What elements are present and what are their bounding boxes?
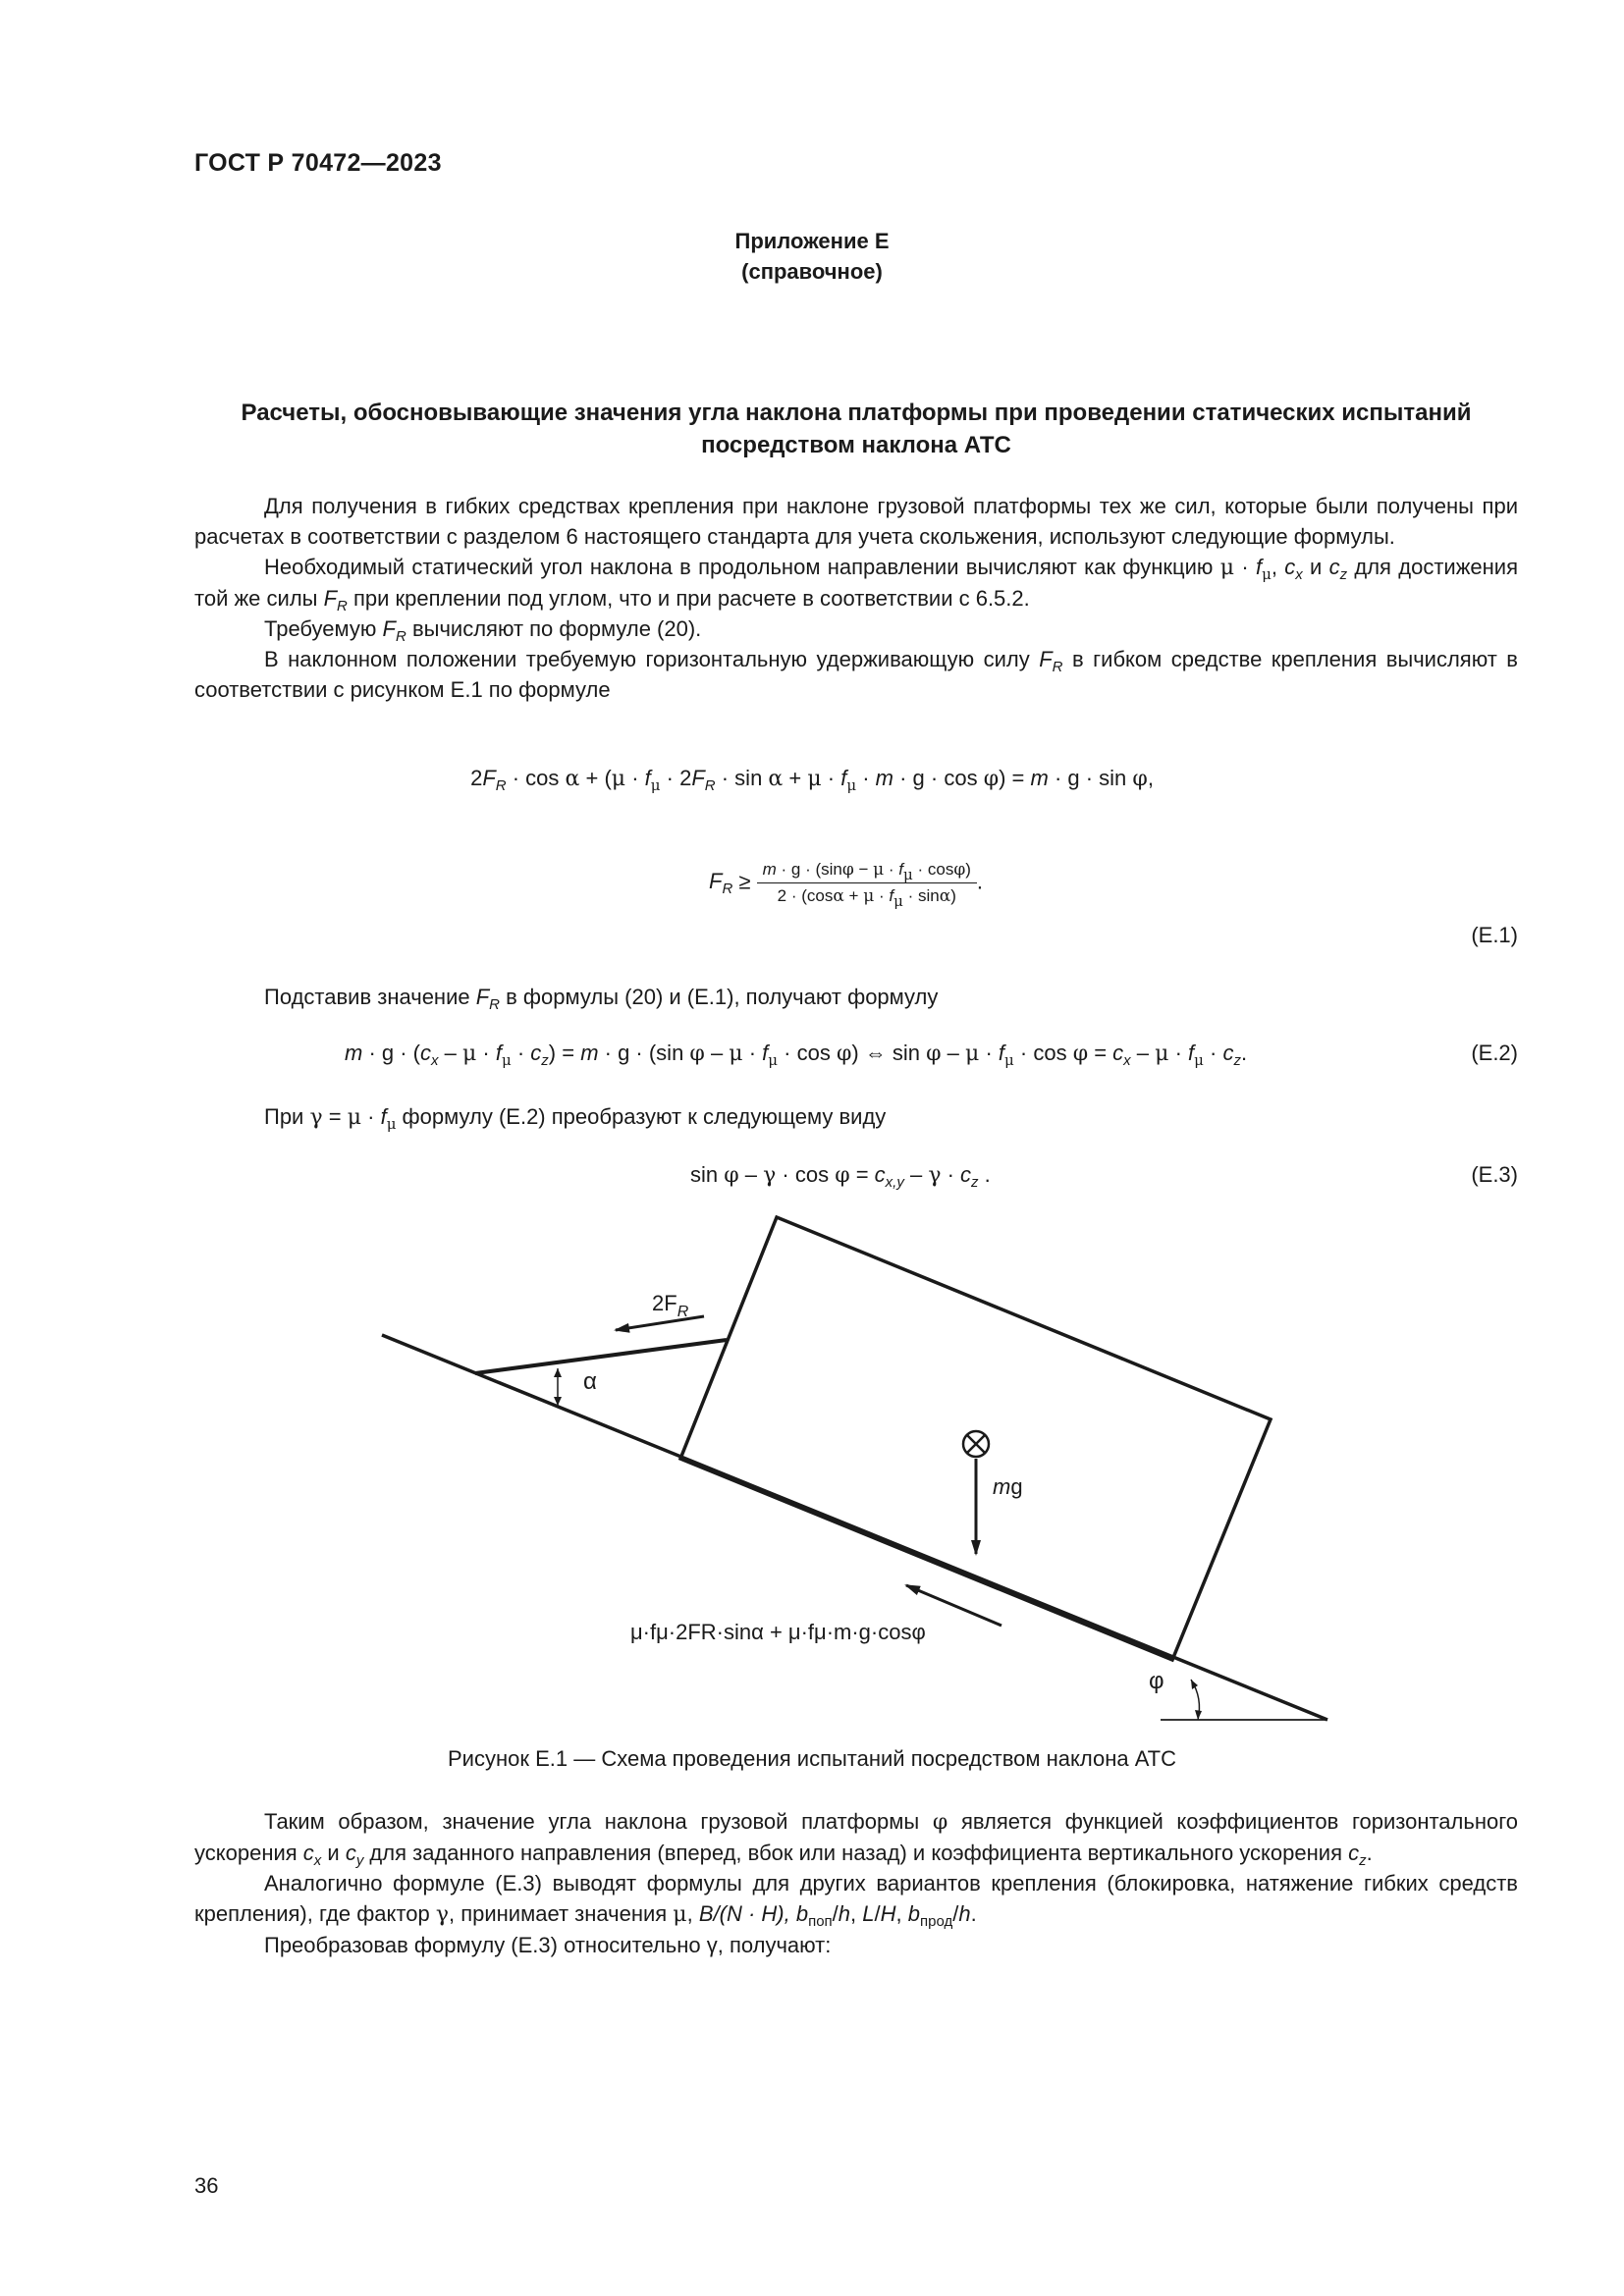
paragraph-6: При $\gamma = \mu \cdot f_\mu$ формулу (Е.2) преобразуют к следующему виду [264,1104,887,1133]
paragraph-8: Аналогично формуле (Е.3) выводят формулы для других вариантов крепления (блокировка, натяжение гибких средств крепления), где фактор γ, принимает значения μ, B/(N · H), $b_{поп}/h$, L/H, $b_{прод}/h$. [194,1871,1518,1930]
lashing-strap [475,1340,727,1373]
paragraph-1: Для получения в гибких средствах крепления при наклоне грузовой платформы тех же сил, которые были получены при расчетах в соответствии с разделом 6 настоящего стандарта для учета скольжения, используют следующие формулы. [194,494,1518,549]
fraction: $\frac{m \cdot g \cdot (\sin\varphi - \mu \cdot f_\mu \cdot \cos\varphi)}{2 \cdot (\cos\alpha + \mu \cdot f_\mu \cdot \sin\alpha)}$ [757,860,977,906]
paragraph-7: Таким образом, значение угла наклона грузовой платформы φ является функцией коэффициентов горизонтального ускорения $c_x$ и $c_y$ для заданного направления (вперед, вбок или назад) и коэффициента вертикального ускорения $c_z$. [194,1809,1518,1869]
formula-e3: $\sin \varphi - \gamma \cdot \cos \varphi = c_{x,y} - \gamma \cdot c_z$ . [690,1162,991,1191]
equation-number-e1: (Е.1) [1471,923,1518,947]
equation-number-e2: (Е.2) [1471,1041,1518,1065]
inclined-platform-line [382,1335,1327,1720]
formula-e2: $m \cdot g \cdot (c_x - \mu \cdot f_\mu \cdot c_z) = m \cdot g \cdot (\sin$ $\varphi - \mu \cdot f_\mu \cdot \cos \varphi$) ⇔ $\sin \varphi - \mu \cdot f_\mu \cdot \cos \varphi = c_x - \mu \cdot f_\mu \cdot c_z$. [345,1041,1248,1069]
label-friction-force: μ·fμ·2FR·sinα + μ·fμ·m·g·cosφ [630,1620,926,1644]
paragraph-9: Преобразовав формулу (Е.3) относительно γ, получают: [264,1933,832,1957]
formula-e1: $F_R$ ≥ $\frac{m \cdot g \cdot (\sin\varphi - \mu \cdot f_\mu \cdot \cos\varphi)}{2 \cdot (\cos\alpha + \mu \cdot f_\mu \cdot \sin\alpha)}$ . [709,860,984,910]
document-code: ГОСТ Р 70472—2023 [194,149,442,177]
closing-text [194,1806,1518,1960]
label-phi: φ [1149,1668,1164,1694]
section-title: Расчеты, обосновывающие значения угла наклона платформы при проведении статических испытаний посредством наклона АТС [241,400,1472,458]
appendix-kind: (справочное) [741,259,883,284]
label-2fr: $2F_R$ [652,1291,689,1320]
paragraph-4: В наклонном положении требуемую горизонтальную удерживающую силу $F_R$ в гибком средстве крепления вычисляют в соответствии с рисунком Е.1 по формуле [194,647,1518,702]
force-2fr-arrow [616,1316,704,1330]
paragraph-3: Требуемую $F_R$ вычисляют по формуле (20). [264,616,702,645]
formula-force-balance: $2F_R \cdot \cos \alpha + (\mu \cdot f_\mu \cdot 2F_R \cdot \sin \alpha + \mu \cdot f_\mu \cdot m \cdot g \cdot \cos \varphi) = m \cdot g \cdot \sin \varphi$, [470,766,1154,794]
equation-number-e3: (Е.3) [1471,1162,1518,1187]
label-mg: mg [993,1474,1023,1499]
cargo-box [680,1217,1271,1660]
paragraph-5: Подставив значение $F_R$ в формулы (20) и (Е.1), получают формулу [264,985,939,1013]
paragraph-2: Необходимый статический угол наклона в продольном направлении вычисляют как функцию $\mu \cdot f_\mu$, $c_x$ и $c_z$ для достижения той же силы $F_R$ при креплении под углом, что и при расчете в соответствии с 6.5.2. [194,555,1518,614]
appendix-title: Приложение Е [734,229,890,253]
figure-caption: Рисунок Е.1 — Схема проведения испытаний посредством наклона АТС [447,1746,1177,1771]
label-alpha: α [583,1368,597,1395]
page-number: 36 [194,2173,219,2198]
